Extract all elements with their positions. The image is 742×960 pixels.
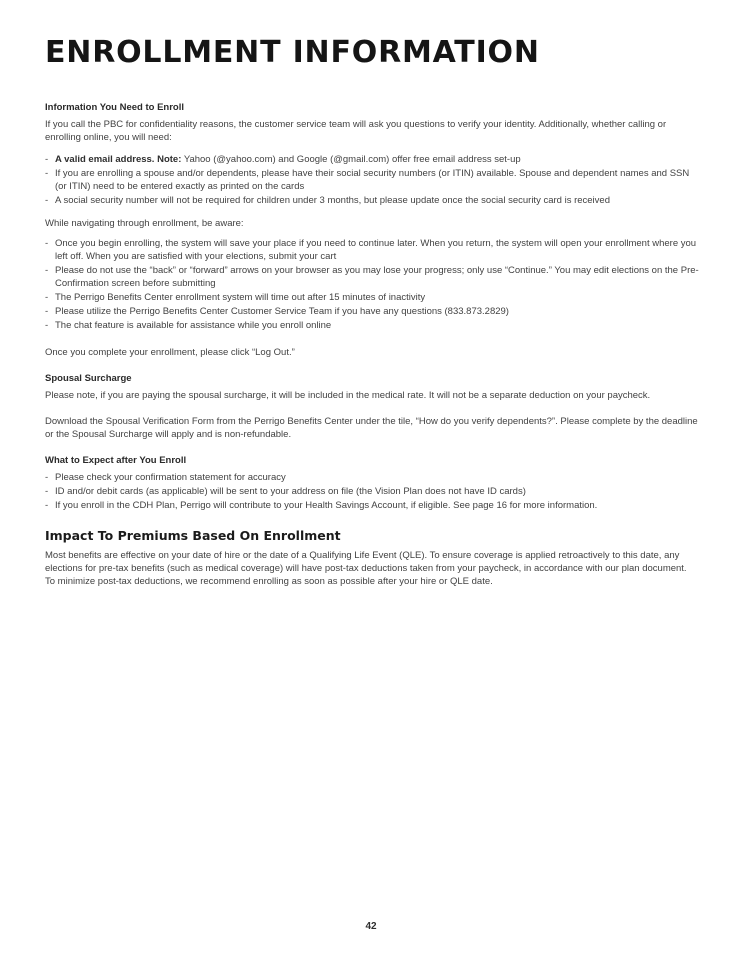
bullet-marker: - <box>45 320 49 331</box>
list-item-text <box>55 194 699 207</box>
list-item <box>45 471 699 484</box>
spousal-paragraph-1: Please note, if you are paying the spousal surcharge, it will be included in the medical rate. It will not be a separate deduction on your paycheck. <box>45 390 651 401</box>
list-item-text <box>55 153 699 166</box>
navigating-list <box>45 237 699 332</box>
bullet-marker: - <box>45 238 49 249</box>
list-item <box>45 291 699 304</box>
heading-information-you-need: Information You Need to Enroll <box>45 102 184 113</box>
list-item-text: If you enroll in the CDH Plan, Perrigo will contribute to your Health Savings Account, if eligible. See page 16 for more information. <box>55 500 598 511</box>
list-item-text: Please check your confirmation statement for accuracy <box>55 472 286 483</box>
list-item <box>45 305 699 318</box>
list-item <box>45 237 699 263</box>
navigating-intro: While navigating through enrollment, be aware: <box>45 218 244 229</box>
bullet-marker: - <box>45 265 49 276</box>
list-item <box>45 264 699 290</box>
list-item <box>45 319 699 332</box>
bullet-marker: - <box>45 306 49 317</box>
list-item <box>45 485 699 498</box>
list-item <box>45 167 699 193</box>
list-item-rest: Yahoo (@yahoo.com) and Google (@gmail.com) offer free email address set-up <box>181 154 521 165</box>
bullet-marker: - <box>45 500 49 511</box>
list-item-rest: If you are enrolling a spouse and/or dependents, please have their social security numbers (or ITIN) available. Spouse and dependent names and SSN (or ITIN) need to be entered exactly as printed on the cards <box>55 168 690 192</box>
page-number: 42 <box>365 921 377 932</box>
list-item-text: Please utilize the Perrigo Benefits Center Customer Service Team if you have any questions (833.873.2829) <box>55 306 509 317</box>
list-item-text <box>55 167 699 193</box>
list-item <box>45 153 699 166</box>
bullet-marker: - <box>45 195 49 206</box>
what-to-expect-list <box>45 471 699 512</box>
logout-note: Once you complete your enrollment, please click “Log Out.” <box>45 347 295 358</box>
bullet-marker: - <box>45 292 49 303</box>
heading-impact-premiums: Impact To Premiums Based On Enrollment <box>45 528 341 543</box>
heading-spousal-surcharge: Spousal Surcharge <box>45 373 132 384</box>
intro-paragraph: If you call the PBC for confidentiality reasons, the customer service team will ask you questions to verify your identity. Additionally, whether calling or enrolling online, you will need: <box>45 119 667 143</box>
list-item-text: Please do not use the “back” or “forward” arrows on your browser as you may lose your progress; only use “Continue.” You may edit elections on the Pre-Confirmation screen before submitting <box>55 265 699 289</box>
need-to-enroll-list <box>45 153 699 207</box>
heading-what-to-expect: What to Expect after You Enroll <box>45 455 187 466</box>
bullet-marker: - <box>45 154 49 165</box>
bullet-marker: - <box>45 486 49 497</box>
list-item-rest: A social security number will not be required for children under 3 months, but please update once the social security card is received <box>55 195 610 206</box>
spousal-paragraph-2: Download the Spousal Verification Form from the Perrigo Benefits Center under the tile, “How do you verify dependents?”. Please complete by the deadline or the Spousal Surcharge will apply and is non-refundable. <box>45 416 698 440</box>
list-item-text: Once you begin enrolling, the system will save your place if you need to continue later. When you return, the system will open your enrollment where you left off. When you are satisfied with your elections, submit your cart <box>55 238 697 262</box>
list-item <box>45 499 699 512</box>
list-item-lead: A valid email address. Note: <box>55 154 182 165</box>
page-content <box>45 36 699 597</box>
bullet-marker: - <box>45 472 49 483</box>
page-title: ENROLLMENT INFORMATION <box>45 35 540 70</box>
impact-paragraph: Most benefits are effective on your date of hire or the date of a Qualifying Life Event (QLE). To ensure coverage is applied retroactively to this date, any elections for pre-tax benefits (such as medical coverage) will have post-tax deductions taken from your paycheck, in accordance with our plan document. To minimize post-tax deductions, we recommend enrolling as soon as possible after your hire or QLE date. <box>45 550 687 587</box>
list-item-text: The Perrigo Benefits Center enrollment system will time out after 15 minutes of inactivity <box>55 292 426 303</box>
list-item <box>45 194 699 207</box>
bullet-marker: - <box>45 168 49 179</box>
list-item-text: ID and/or debit cards (as applicable) will be sent to your address on file (the Vision Plan does not have ID cards) <box>55 486 526 497</box>
list-item-text: The chat feature is available for assistance while you enroll online <box>55 320 332 331</box>
